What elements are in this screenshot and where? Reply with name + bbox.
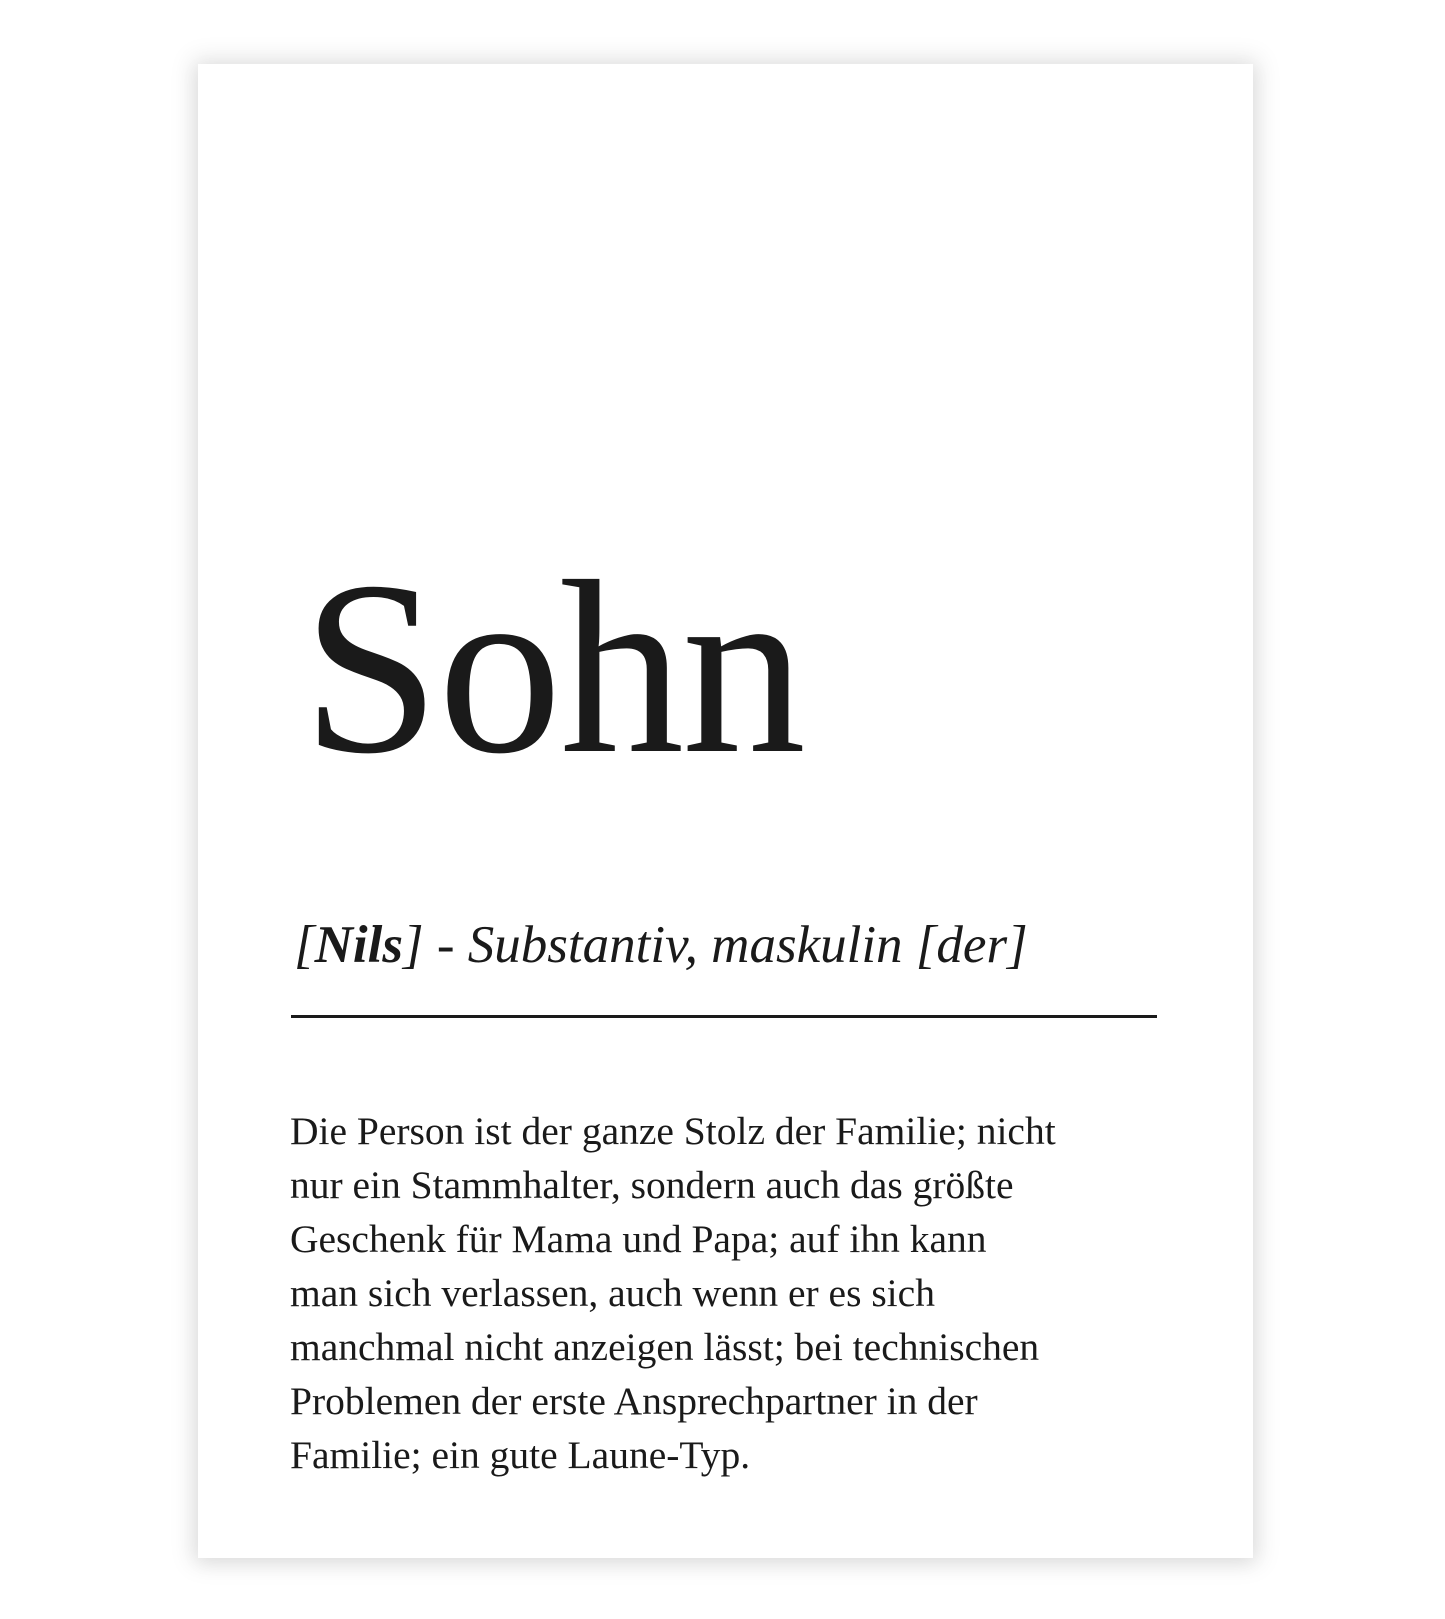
divider-rule <box>291 1015 1157 1018</box>
definition-line: Die Person ist der ganze Stolz der Familie; nicht <box>290 1109 1056 1153</box>
definition-line: Familie; ein gute Laune-Typ. <box>290 1433 751 1477</box>
definition-line: Geschenk für Mama und Papa; auf ihn kann <box>290 1217 987 1261</box>
headword: Sohn <box>302 530 804 805</box>
pronunciation-grammar: ] - Substantiv, maskulin [der] <box>403 916 1028 974</box>
definition-line: man sich verlassen, auch wenn er es sich <box>290 1271 935 1315</box>
poster-card <box>198 64 1253 1558</box>
definition-line: Problemen der erste Ansprechpartner in der <box>290 1379 978 1423</box>
pronunciation-name: Nils <box>314 916 403 974</box>
pronunciation-line <box>294 916 1028 974</box>
pronunciation-open-bracket: [ <box>294 916 315 974</box>
definition-text <box>290 1104 1190 1482</box>
definition-line: nur ein Stammhalter, sondern auch das größte <box>290 1163 1014 1207</box>
definition-line: manchmal nicht anzeigen lässt; bei technischen <box>290 1325 1040 1369</box>
